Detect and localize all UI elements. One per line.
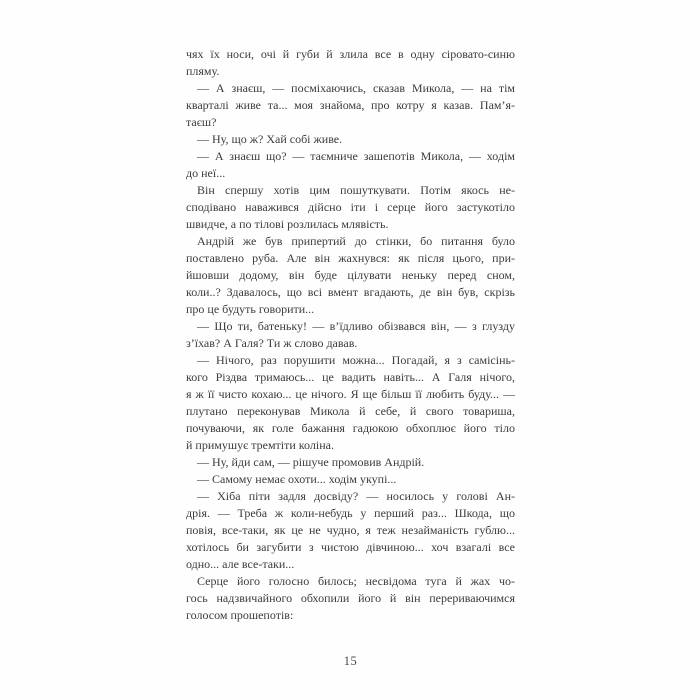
text-line: швидче, а по тілові розлилась млявість. [186,217,389,231]
text-line: таєш? [186,115,217,129]
text-line: Андрій же був припертий до стінки, бо питання було [197,234,515,248]
text-line: одно... але все-таки... [186,557,295,571]
text-line: почуваючи, як голе бажання гадюкою обхоплює його тіло [186,421,515,435]
text-line: пляму. [186,64,220,78]
text-line: плутано переконував Микола й себе, й свого товариша, [186,404,515,418]
text-line: хотілось би загубити з чистою дівчиною... хоч взагалі все [186,540,515,554]
text-line: — Хіба піти задля досвіду? — носилось у голові Ан- [197,489,515,503]
text-line: Серце його голосно билось; несвідома туга й жах чо- [197,574,515,588]
text-line: — Ну, що ж? Хай собі живе. [197,132,343,146]
text-line: — А знаєш, — посміхаючись, сказав Микола, — на тім [197,81,515,95]
text-line: й примушує тремтіти коліна. [186,438,334,452]
text-line: дрія. — Треба ж коли-небудь у перший раз... Шкода, що [186,506,515,520]
page-number: 15 [343,654,358,668]
text-line: я ж її чисто кохаю... це нічого. Я ще більш її любить буду... — [186,387,515,401]
text-line: — Нічого, раз порушити можна... Погадай, я з самісінь- [197,353,515,367]
text-line: сподівано наважився дійсно іти і серце його застукотіло [186,200,515,214]
text-line: голосом прошепотів: [186,608,294,622]
text-line: кого Різдва тримаюсь... це вадить навіть... А Галя нічого, [186,370,515,384]
text-line: до неї... [186,166,226,180]
text-line: — А знаєш що? — таємниче зашепотів Микола, — ходім [197,149,515,163]
page-text [186,46,515,624]
text-line: — Ну, йди сам, — рішуче промовив Андрій. [197,455,425,469]
text-line: Він спершу хотів цим пошуткувати. Потім якось не- [197,183,515,197]
text-line: кварталі живе та... моя знайома, про котру я казав. Пам’я- [186,98,515,112]
text-line: коли..? Здавалось, що всі вмент вгадають, де він був, скрізь [186,285,515,299]
text-line: йшовши додому, він буде цілувати неньку перед сном, [186,268,515,282]
text-line: — Що ти, батеньку! — в’їдливо обізвався він, — з глузду [197,319,515,333]
text-line: з’їхав? А Галя? Ти ж слово давав. [186,336,358,350]
text-line: гось надзвичайного обхопили його й він перериваючимся [186,591,515,605]
text-line: — Самому немає охоти... ходім укупі... [197,472,397,486]
text-line: поставлено руба. Але він жахнувся: як після цього, при- [186,251,515,265]
text-line: чях їх носи, очі й губи й злила все в одну сіровато-синю [186,47,515,61]
text-line: повія, все-таки, як це не чудно, я теж незайманість гублю... [186,523,515,537]
text-line: про це будуть говорити... [186,302,315,316]
